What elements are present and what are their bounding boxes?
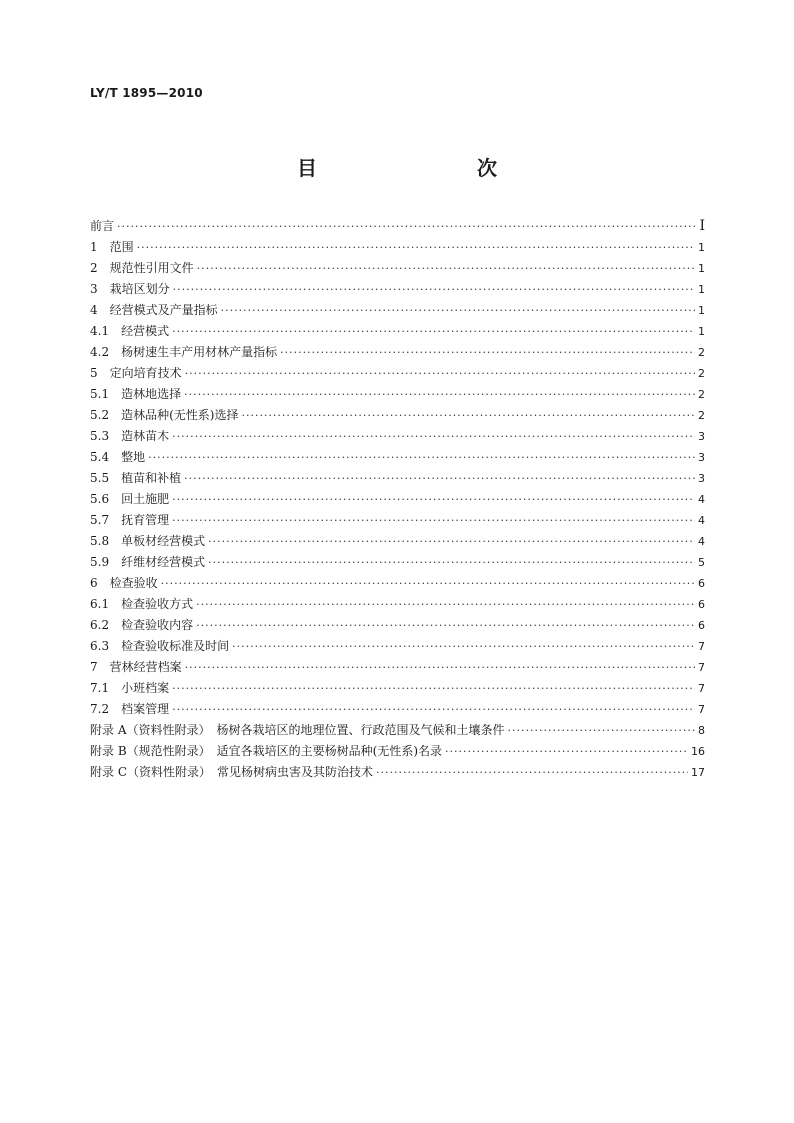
standard-code: LY/T 1895—2010 bbox=[90, 86, 203, 100]
toc-entry[interactable] bbox=[90, 762, 705, 783]
toc-leader-dots bbox=[184, 384, 695, 405]
toc-entry-label: 2 规范性引用文件 bbox=[90, 261, 194, 275]
toc-entry[interactable] bbox=[90, 552, 705, 573]
toc-entry-label: 4.2 杨树速生丰产用材林产量指标 bbox=[90, 345, 278, 359]
toc-entry-label: 5.1 造林地选择 bbox=[90, 387, 182, 401]
toc-entry-page: 1 bbox=[698, 241, 705, 254]
toc-entry-page: 7 bbox=[698, 640, 705, 653]
toc-entry-label: 5.5 植苗和补植 bbox=[90, 471, 182, 485]
toc-leader-dots bbox=[445, 741, 688, 762]
toc-entry-label: 6.3 检查验收标准及时间 bbox=[90, 639, 230, 653]
toc-entry-page: 2 bbox=[698, 346, 705, 359]
toc-entry-label: 3 栽培区划分 bbox=[90, 282, 170, 296]
toc-entry-label: 6.2 检查验收内容 bbox=[90, 618, 194, 632]
toc-entry[interactable] bbox=[90, 531, 705, 552]
toc-leader-dots bbox=[173, 279, 695, 300]
toc-leader-dots bbox=[172, 321, 695, 342]
toc-entry-label: 附录 C（资料性附录） 常见杨树病虫害及其防治技术 bbox=[90, 765, 373, 779]
toc-entry[interactable] bbox=[90, 741, 705, 762]
toc-leader-dots bbox=[197, 258, 695, 279]
toc-entry-label: 5.2 造林品种(无性系)选择 bbox=[90, 408, 239, 422]
toc-leader-dots bbox=[241, 405, 695, 426]
toc-entry-page: 2 bbox=[698, 409, 705, 422]
toc-entry[interactable] bbox=[90, 636, 705, 657]
toc-entry-label: 4 经营模式及产量指标 bbox=[90, 303, 218, 317]
toc-leader-dots bbox=[185, 657, 695, 678]
toc-entry-label: 附录 B（规范性附录） 适宜各栽培区的主要杨树品种(无性系)名录 bbox=[90, 744, 442, 758]
toc-entry-page: 3 bbox=[698, 451, 705, 464]
toc-leader-dots bbox=[172, 510, 695, 531]
toc-entry-label: 6.1 检查验收方式 bbox=[90, 597, 194, 611]
toc-leader-dots bbox=[208, 552, 695, 573]
toc-entry[interactable] bbox=[90, 321, 705, 342]
toc-entry-page: 3 bbox=[698, 472, 705, 485]
toc-entry-label: 前言 bbox=[90, 219, 115, 233]
toc-entry[interactable] bbox=[90, 657, 705, 678]
toc-leader-dots bbox=[172, 489, 695, 510]
toc-entry-label: 5.8 单板材经营模式 bbox=[90, 534, 206, 548]
page-title: 目 次 bbox=[297, 156, 537, 180]
toc-entry-page: 1 bbox=[698, 262, 705, 275]
toc-entry[interactable] bbox=[90, 468, 705, 489]
toc-entry-label: 5.4 整地 bbox=[90, 450, 146, 464]
toc-entry-label: 4.1 经营模式 bbox=[90, 324, 170, 338]
toc-entry-label: 5 定向培育技术 bbox=[90, 366, 182, 380]
toc-entry[interactable] bbox=[90, 573, 705, 594]
toc-leader-dots bbox=[185, 363, 695, 384]
toc-leader-dots bbox=[280, 342, 695, 363]
toc-entry[interactable] bbox=[90, 426, 705, 447]
toc-leader-dots bbox=[148, 447, 695, 468]
toc-entry[interactable] bbox=[90, 510, 705, 531]
toc-leader-dots bbox=[137, 237, 695, 258]
toc-entry-page: 6 bbox=[698, 577, 705, 590]
toc-entry-label: 附录 A（资料性附录） 杨树各栽培区的地理位置、行政范围及气候和土壤条件 bbox=[90, 723, 505, 737]
toc-entry-page: 2 bbox=[698, 367, 705, 380]
table-of-contents bbox=[90, 216, 705, 783]
toc-leader-dots bbox=[208, 531, 695, 552]
toc-entry[interactable] bbox=[90, 384, 705, 405]
toc-entry-label: 1 范围 bbox=[90, 240, 134, 254]
toc-entry-label: 7 营林经营档案 bbox=[90, 660, 182, 674]
toc-entry[interactable] bbox=[90, 405, 705, 426]
toc-entry-label: 7.1 小班档案 bbox=[90, 681, 170, 695]
toc-entry-label: 6 检查验收 bbox=[90, 576, 158, 590]
toc-entry-page: 4 bbox=[698, 493, 705, 506]
toc-entry[interactable] bbox=[90, 300, 705, 321]
toc-entry[interactable] bbox=[90, 615, 705, 636]
toc-entry[interactable] bbox=[90, 258, 705, 279]
toc-entry[interactable] bbox=[90, 720, 705, 741]
toc-entry-page: 7 bbox=[698, 703, 705, 716]
toc-leader-dots bbox=[221, 300, 695, 321]
toc-leader-dots bbox=[172, 678, 695, 699]
toc-leader-dots bbox=[196, 615, 695, 636]
toc-entry-page: 6 bbox=[698, 598, 705, 611]
toc-entry-page: 7 bbox=[698, 661, 705, 674]
toc-entry-page: Ⅰ bbox=[699, 218, 705, 234]
toc-entry-page: 17 bbox=[691, 766, 705, 779]
toc-leader-dots bbox=[161, 573, 695, 594]
toc-leader-dots bbox=[232, 636, 695, 657]
toc-entry[interactable] bbox=[90, 594, 705, 615]
toc-entry[interactable] bbox=[90, 237, 705, 258]
toc-leader-dots bbox=[172, 426, 695, 447]
toc-entry-page: 1 bbox=[698, 283, 705, 296]
toc-entry[interactable] bbox=[90, 447, 705, 468]
toc-leader-dots bbox=[376, 762, 688, 783]
toc-entry-page: 7 bbox=[698, 682, 705, 695]
toc-entry-page: 5 bbox=[698, 556, 705, 569]
toc-entry[interactable] bbox=[90, 279, 705, 300]
toc-entry[interactable] bbox=[90, 216, 705, 237]
toc-entry-page: 1 bbox=[698, 304, 705, 317]
toc-leader-dots bbox=[184, 468, 695, 489]
toc-entry-label: 5.9 纤维材经营模式 bbox=[90, 555, 206, 569]
toc-entry-label: 7.2 档案管理 bbox=[90, 702, 170, 716]
toc-entry-label: 5.6 回土施肥 bbox=[90, 492, 170, 506]
toc-leader-dots bbox=[117, 216, 696, 237]
toc-entry-page: 2 bbox=[698, 388, 705, 401]
toc-leader-dots bbox=[172, 699, 695, 720]
toc-entry[interactable] bbox=[90, 489, 705, 510]
toc-entry[interactable] bbox=[90, 342, 705, 363]
toc-entry-page: 16 bbox=[691, 745, 705, 758]
toc-entry-label: 5.3 造林苗木 bbox=[90, 429, 170, 443]
toc-entry-page: 4 bbox=[698, 535, 705, 548]
toc-entry-label: 5.7 抚育管理 bbox=[90, 513, 170, 527]
toc-entry[interactable] bbox=[90, 363, 705, 384]
toc-entry-page: 3 bbox=[698, 430, 705, 443]
toc-entry-page: 1 bbox=[698, 325, 705, 338]
toc-entry[interactable] bbox=[90, 699, 705, 720]
toc-leader-dots bbox=[507, 720, 695, 741]
toc-entry-page: 4 bbox=[698, 514, 705, 527]
toc-entry-page: 6 bbox=[698, 619, 705, 632]
toc-entry[interactable] bbox=[90, 678, 705, 699]
toc-leader-dots bbox=[196, 594, 695, 615]
toc-entry-page: 8 bbox=[698, 724, 705, 737]
